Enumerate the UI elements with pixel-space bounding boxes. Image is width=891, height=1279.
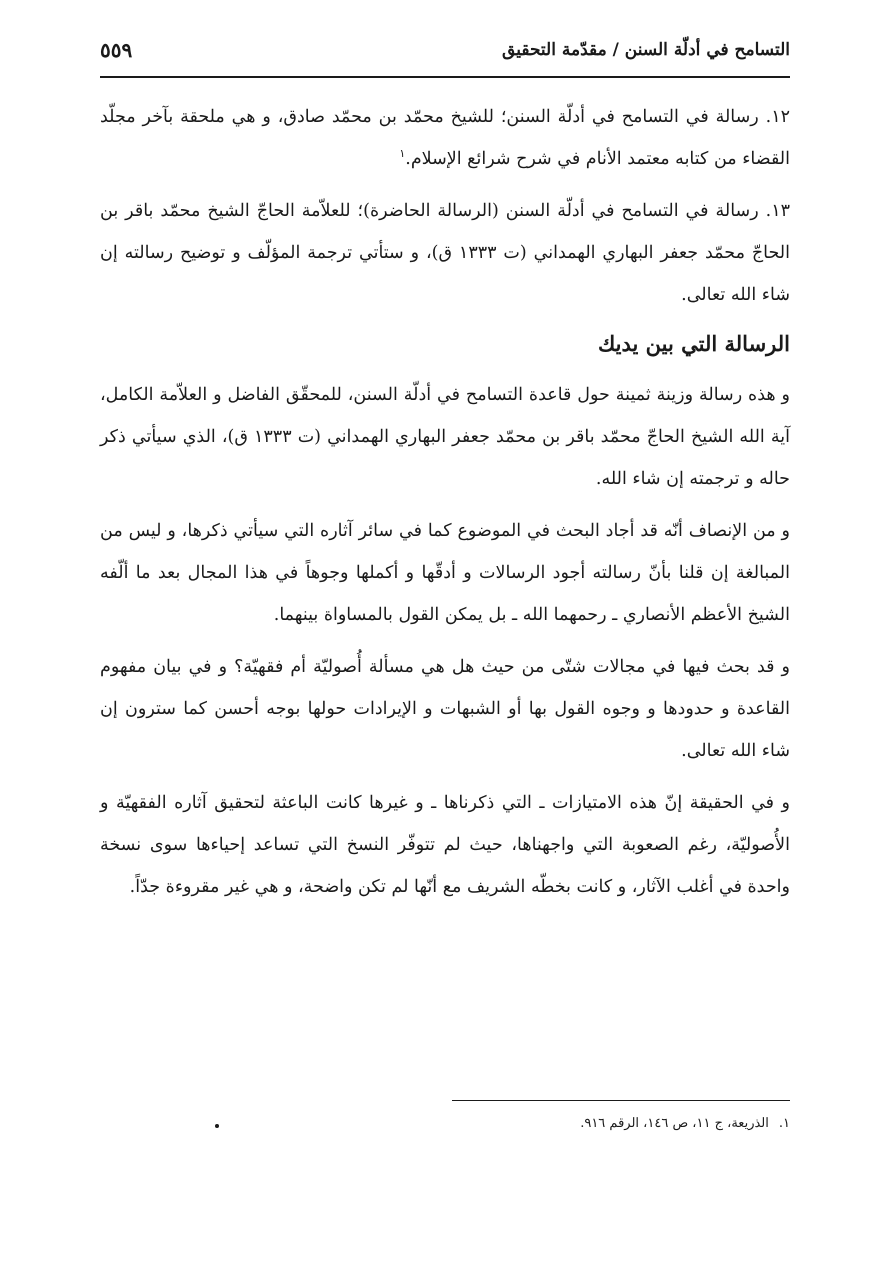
body-paragraph: و من الإنصاف أنّه قد أجاد البحث في الموضوع كما في سائر آثاره التي سيأتي ذكرها، و ليس من المبالغة إن قلنا بأنّ رسالته أجود الرسالات و أدقّها و أكملها وجوهاً في هذا المجال بعد ما ألّفه الشيخ الأعظم الأنصاري ـ رحمهما الله ـ بل يمكن القول بالمساواة بينهما.: [100, 521, 790, 625]
section-heading: الرسالة التي بين يديك: [597, 331, 790, 356]
page-header: [100, 30, 790, 76]
paragraph-item-13: [100, 190, 790, 316]
page-number: ٥٥٩: [100, 38, 133, 62]
body-paragraph: و هذه رسالة وزينة ثمينة حول قاعدة التسامح في أدلّة السنن، للمحقّق الفاضل و العلاّمة الكامل، آية الله الشيخ الحاجّ محمّد باقر بن محمّد جعفر البهاري الهمداني (ت ١٣٣٣ ق)، الذي سيأتي ذكر حاله و ترجمته إن شاء الله.: [100, 385, 790, 489]
body-paragraph: و قد بحث فيها في مجالات شتّى من حيث هل هي مسألة أُصوليّة أم فقهيّة؟ و في بيان مفهوم القاعدة و حدودها و وجوه القول بها أو الشبهات و الإيرادات حولها بوجه أحسن كما سترون إن شاء الله تعالى.: [100, 657, 790, 761]
footnote-rule: [452, 1100, 790, 1101]
running-head: التسامح في أدلّة السنن / مقدّمة التحقيق: [502, 40, 790, 60]
paragraph-item-12: [100, 96, 790, 180]
body-paragraph: و في الحقيقة إنّ هذه الامتيازات ـ التي ذكرناها ـ و غيرها كانت الباعثة لتحقيق آثاره الفقهيّة و الأُصوليّة، رغم الصعوبة التي واجهناها، حيث لم تتوفّر النسخ التي تساعد إحياءها سوى نسخة واحدة في أغلب الآثار، و كانت بخطّه الشريف مع أنّها لم تكن واضحة، و هي غير مقروءة جدّاً.: [100, 793, 790, 897]
paragraph-text: ١٢. رسالة في التسامح في أدلّة السنن؛ للشيخ محمّد بن محمّد صادق، و هي ملحقة بآخر مجلّد القضاء من كتابه معتمد الأنام في شرح شرائع الإسلام.: [100, 107, 790, 169]
footnote: [190, 1112, 790, 1136]
page-body: [100, 96, 790, 918]
paragraph-text: ١٣. رسالة في التسامح في أدلّة السنن (الرسالة الحاضرة)؛ للعلاّمة الحاجّ الشيخ محمّد باقر بن الحاجّ محمّد جعفر البهاري الهمداني (ت ١٣٣٣ ق)، و ستأتي ترجمة المؤلّف و توضيح رسالته إن شاء الله تعالى.: [100, 201, 790, 305]
stray-dot-mark: [215, 1124, 219, 1128]
footnote-reference: ١: [399, 147, 406, 161]
header-rule: [100, 76, 790, 78]
footnote-text: الذريعة، ج ١١، ص ١٤٦، الرقم ٩١٦.: [580, 1116, 769, 1131]
footnote-number: ١.: [778, 1116, 790, 1131]
